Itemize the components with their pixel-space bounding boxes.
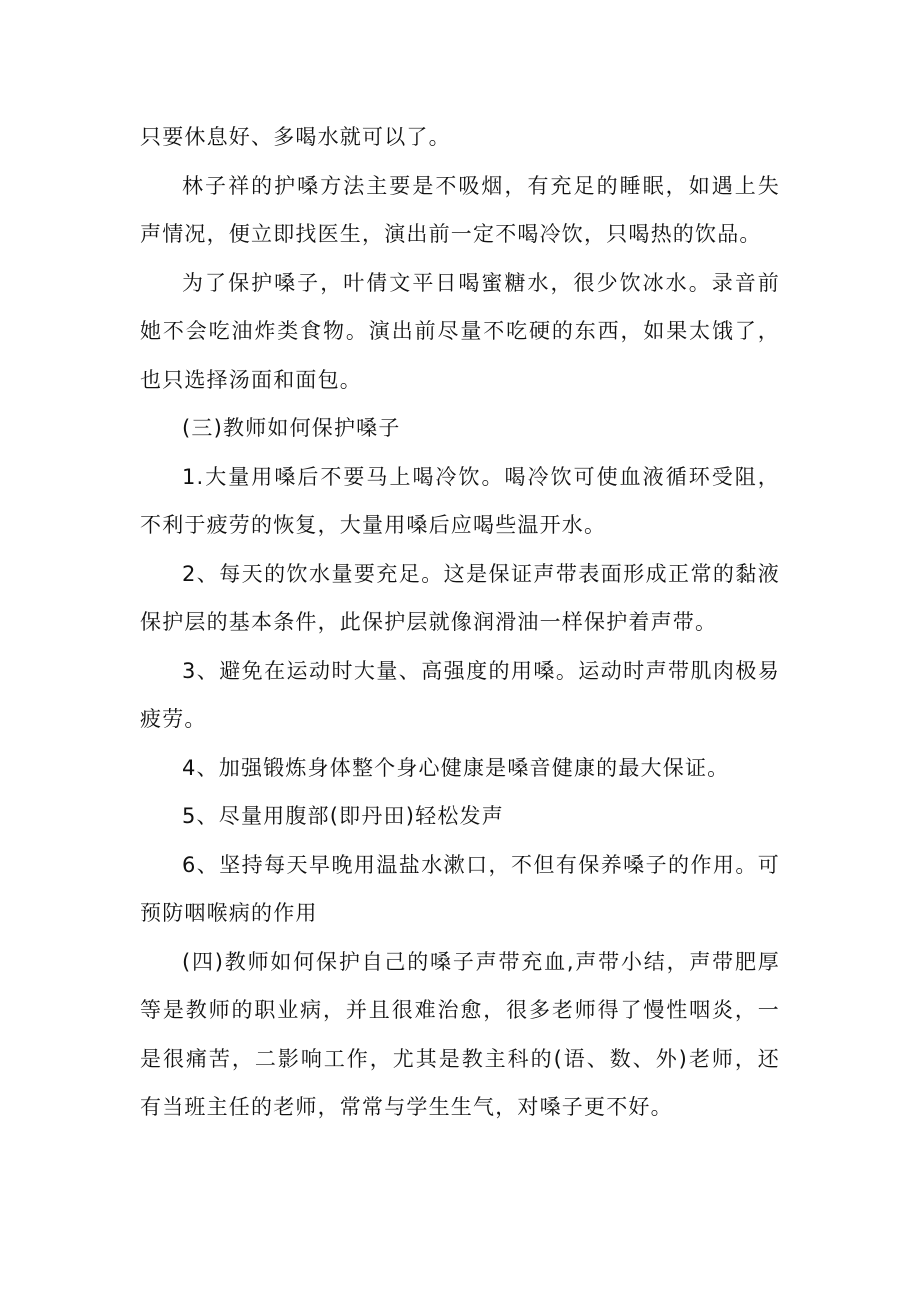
list-item-1: 1.大量用嗓后不要马上喝冷饮。喝冷饮可使血液循环受阻，不利于疲劳的恢复，大量用嗓后应喝些温开水。 [140, 464, 780, 537]
list-item-3: 3、避免在运动时大量、高强度的用嗓。运动时声带肌肉极易疲劳。 [140, 658, 780, 731]
section-heading-3: (三)教师如何保护嗓子 [182, 416, 401, 440]
document-body [140, 113, 780, 1132]
list-item-6: 6、坚持每天早晚用温盐水漱口，不但有保养嗓子的作用。可预防咽喉病的作用 [140, 852, 780, 925]
list-item-5: 5、尽量用腹部(即丹田)轻松发声 [182, 804, 504, 828]
paragraph-lin-zixiang: 林子祥的护嗓方法主要是不吸烟，有充足的睡眠，如遇上失声情况，便立即找医生，演出前一定不喝冷饮，只喝热的饮品。 [140, 173, 780, 246]
list-item-2: 2、每天的饮水量要充足。这是保证声带表面形成正常的黏液保护层的基本条件，此保护层就像润滑油一样保护着声带。 [140, 561, 780, 634]
list-item-4: 4、加强锻炼身体整个身心健康是嗓音健康的最大保证。 [182, 755, 730, 780]
paragraph-ye-qianwen: 为了保护嗓子，叶倩文平日喝蜜糖水，很少饮冰水。录音前她不会吃油炸类食物。演出前尽量不吃硬的东西，如果太饿了，也只选择汤面和面包。 [140, 270, 780, 392]
paragraph-continuation: 只要休息好、多喝水就可以了。 [140, 125, 451, 149]
section-heading-4-paragraph: (四)教师如何保护自己的嗓子声带充血,声带小结，声带肥厚等是教师的职业病，并且很难治愈，很多老师得了慢性咽炎，一是很痛苦，二影响工作，尤其是教主科的(语、数、外)老师，还有当班主任的老师，常常与学生生气，对嗓子更不好。 [140, 949, 780, 1119]
